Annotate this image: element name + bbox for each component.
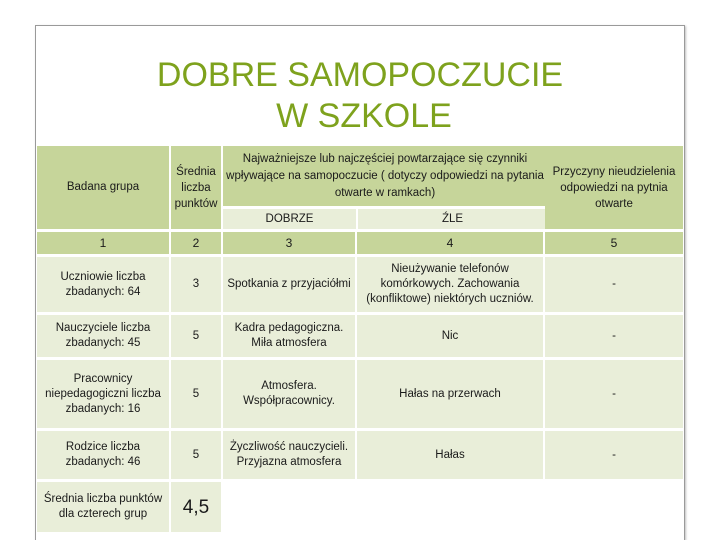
table-row bbox=[37, 257, 683, 315]
header-group: Badana grupa bbox=[37, 146, 171, 232]
col-number: 2 bbox=[171, 232, 223, 257]
row-group: Nauczyciele liczba zbadanych: 45 bbox=[37, 315, 171, 360]
row-reason: - bbox=[545, 431, 683, 482]
header-bad: ŹLE bbox=[357, 208, 547, 230]
table-row bbox=[37, 431, 683, 482]
page-title bbox=[35, 55, 685, 137]
col-number: 4 bbox=[357, 232, 545, 257]
summary-row bbox=[37, 482, 683, 535]
col-number: 1 bbox=[37, 232, 171, 257]
factors-subtable bbox=[223, 146, 547, 229]
row-score: 5 bbox=[171, 360, 223, 431]
row-group: Pracownicy niepedagogiczni liczba zbadanych: 16 bbox=[37, 360, 171, 431]
col-number: 5 bbox=[545, 232, 683, 257]
header-score: Średnia liczba punktów bbox=[171, 146, 223, 232]
row-group: Uczniowie liczba zbadanych: 64 bbox=[37, 257, 171, 315]
header-factors-block bbox=[223, 146, 545, 232]
row-good: Życzliwość nauczycieli. Przyjazna atmosfera bbox=[223, 431, 357, 482]
header-factors: Najważniejsze lub najczęściej powtarzające się czynniki wpływające na samopoczucie ( dotyczy odpowiedzi na pytania otwarte w ramkach) bbox=[223, 146, 547, 208]
row-bad: Hałas bbox=[357, 431, 545, 482]
row-good: Atmosfera. Współpracownicy. bbox=[223, 360, 357, 431]
header-reasons: Przyczyny nieudzielenia odpowiedzi na pytnia otwarte bbox=[545, 146, 683, 232]
title-line-1: DOBRE SAMOPOCZUCIE bbox=[156, 56, 564, 94]
row-bad: Hałas na przerwach bbox=[357, 360, 545, 431]
row-reason: - bbox=[545, 315, 683, 360]
row-group: Rodzice liczba zbadanych: 46 bbox=[37, 431, 171, 482]
row-good: Kadra pedagogiczna. Miła atmosfera bbox=[223, 315, 357, 360]
summary-empty-cell bbox=[357, 482, 545, 535]
summary-empty-cell bbox=[223, 482, 357, 535]
summary-empty-cell bbox=[545, 482, 683, 535]
row-reason: - bbox=[545, 257, 683, 315]
row-score: 5 bbox=[171, 315, 223, 360]
summary-value: 4,5 bbox=[171, 482, 223, 535]
row-reason: - bbox=[545, 360, 683, 431]
results-table bbox=[37, 146, 683, 535]
summary-label: Średnia liczba punktów dla czterech grup bbox=[37, 482, 171, 535]
title-line-2: W SZKOLE bbox=[276, 97, 452, 135]
row-score: 5 bbox=[171, 431, 223, 482]
row-good: Spotkania z przyjaciółmi bbox=[223, 257, 357, 315]
row-score: 3 bbox=[171, 257, 223, 315]
table-row bbox=[37, 315, 683, 360]
table-header-row bbox=[37, 146, 683, 232]
row-bad: Nic bbox=[357, 315, 545, 360]
table-row bbox=[37, 360, 683, 431]
header-good: DOBRZE bbox=[223, 208, 357, 230]
row-bad: Nieużywanie telefonów komórkowych. Zachowania (konfliktowe) niektórych uczniów. bbox=[357, 257, 545, 315]
column-number-row bbox=[37, 232, 683, 257]
col-number: 3 bbox=[223, 232, 357, 257]
